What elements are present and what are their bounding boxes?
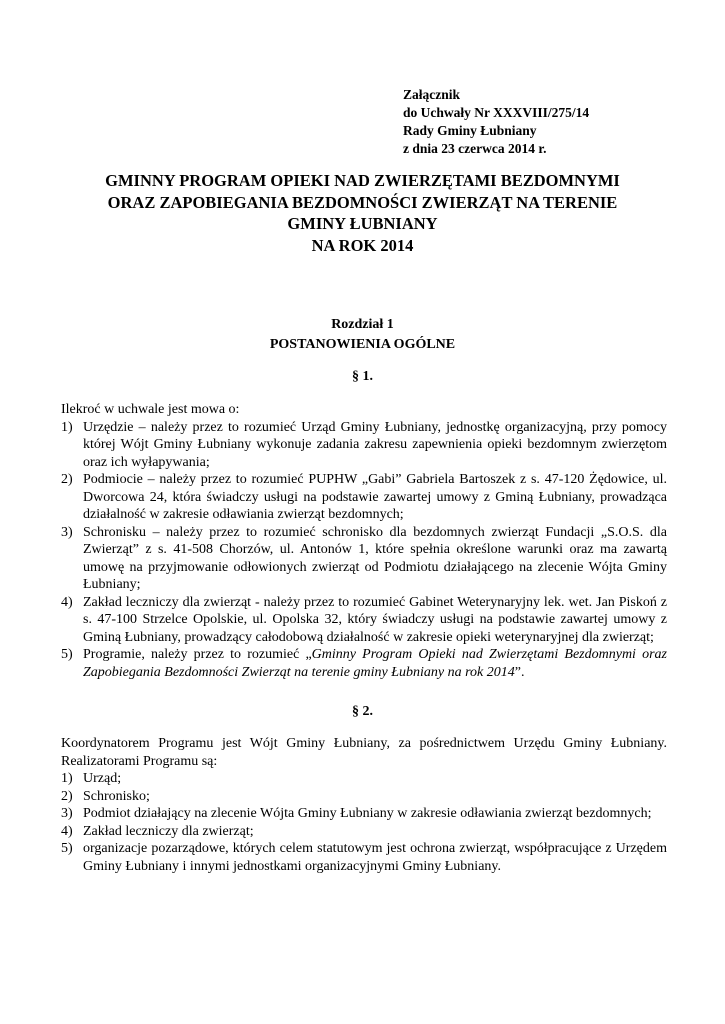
list-item bbox=[61, 646, 667, 681]
section-1-list bbox=[61, 419, 667, 682]
list-item-text: Urzędzie – należy przez to rozumieć Urząd Gminy Łubniany, jednostkę organizacyjną, przy pomocy której Wójt Gminy Łubniany wykonuje zadania zakresu zapewnienia opieki bezdomnym zwierzętom oraz ich wyłapywania; bbox=[83, 419, 667, 470]
title-line-1: GMINNY PROGRAM OPIEKI NAD ZWIERZĘTAMI BEZDOMNYMI bbox=[105, 171, 620, 190]
section-1-body bbox=[61, 401, 667, 681]
chapter-name: POSTANOWIENIA OGÓLNE bbox=[269, 337, 456, 352]
list-item bbox=[61, 524, 667, 594]
annex-label: Załącznik bbox=[403, 87, 461, 102]
list-item-number: 5) bbox=[61, 841, 73, 856]
list-item-text: Podmiocie – należy przez to rozumieć PUPHW „Gabi” Gabriela Bartoszek z s. 47-120 Żędowice, ul. Dworcowa 24, która świadczy usługi na podstawie zawartej umowy z Gminą Łubniany, prowadząca działalność w zakresie odławiania zwierząt bezdomnych; bbox=[83, 472, 667, 522]
section-1-intro: Ilekroć w uchwale jest mowa o: bbox=[61, 402, 240, 417]
annex-date: z dnia 23 czerwca 2014 r. bbox=[403, 141, 547, 156]
list-item-text: Podmiot działający na zlecenie Wójta Gminy Łubniany w zakresie odławiania zwierząt bezdomnych; bbox=[83, 806, 652, 821]
list-item-text-suffix: ”. bbox=[514, 664, 525, 680]
list-item-text: Zakład leczniczy dla zwierząt; bbox=[83, 823, 254, 839]
section-1-heading: § 1. bbox=[352, 369, 373, 384]
section-2-heading: § 2. bbox=[352, 704, 373, 719]
list-item-number: 3) bbox=[61, 524, 73, 540]
list-item-text: Urząd; bbox=[83, 771, 122, 786]
list-item bbox=[61, 770, 667, 788]
document-title bbox=[60, 170, 665, 256]
list-item-number: 2) bbox=[61, 472, 73, 487]
list-item-text: Schronisku – należy przez to rozumieć schronisko dla bezdomnych zwierząt Fundacji „S.O.S. dla Zwierząt” z s. 41-508 Chorzów, ul. Antonów 1, które spełnia określone warunki oraz ma zawartą umowę na przyjmowanie odłowionych zwierząt od Podmiotu działającego na zlecenie Wójta Gminy Łubniany; bbox=[83, 524, 667, 592]
chapter-label: Rozdział 1 bbox=[331, 317, 394, 332]
section-2-body bbox=[61, 735, 667, 875]
list-item-text: Zakład leczniczy dla zwierząt - należy przez to rozumieć Gabinet Weterynaryjny lek. wet. Jan Piskoń z s. 47-100 Strzelce Opolskie, ul. Opolska 32, który świadczy usługi na podstawie zawartej umowy z Gminą Łubniany, prowadzący całodobową działalność w zakresie opieki weterynaryjnej dla zwierząt; bbox=[83, 594, 667, 645]
annex-header bbox=[403, 86, 589, 158]
section-2-intro: Koordynatorem Programu jest Wójt Gminy Łubniany, za pośrednictwem Urzędu Gminy Łubniany. Realizatorami Programu są: bbox=[61, 736, 667, 769]
list-item-number: 4) bbox=[61, 594, 73, 610]
list-item bbox=[61, 471, 667, 524]
program-name-italic: Gminny Program Opieki nad Zwierzętami Bezdomnymi oraz Zapobiegania Bezdomności Zwierząt na terenie gminy Łubniany na rok 2014 bbox=[83, 647, 668, 680]
list-item-number: 4) bbox=[61, 823, 73, 839]
list-item bbox=[61, 788, 667, 806]
list-item-number: 1) bbox=[61, 771, 73, 786]
list-item-text-prefix: Programie, należy przez to rozumieć „ bbox=[83, 647, 312, 662]
list-item bbox=[61, 419, 667, 472]
list-item-text: Schronisko; bbox=[83, 788, 150, 804]
list-item bbox=[61, 594, 667, 647]
list-item-number: 2) bbox=[61, 788, 73, 804]
title-line-4: NA ROK 2014 bbox=[311, 235, 414, 255]
list-item bbox=[61, 823, 667, 841]
title-line-2: ORAZ ZAPOBIEGANIA BEZDOMNOŚCI ZWIERZĄT NA TERENIE bbox=[107, 192, 618, 212]
list-item-text: organizacje pozarządowe, których celem statutowym jest ochrona zwierząt, współpracujące z Urzędem Gminy Łubniany i innymi jednostkami organizacyjnymi Gminy Łubniany. bbox=[83, 841, 667, 874]
list-item-number: 3) bbox=[61, 806, 73, 821]
title-line-3: GMINY ŁUBNIANY bbox=[287, 214, 438, 233]
list-item bbox=[61, 840, 667, 875]
list-item bbox=[61, 805, 667, 823]
chapter-heading bbox=[60, 315, 665, 355]
list-item-number: 1) bbox=[61, 419, 73, 435]
annex-council: Rady Gminy Łubniany bbox=[403, 123, 537, 138]
annex-resolution: do Uchwały Nr XXXVIII/275/14 bbox=[403, 105, 590, 120]
list-item-number: 5) bbox=[61, 647, 73, 662]
section-2-list bbox=[61, 770, 667, 875]
